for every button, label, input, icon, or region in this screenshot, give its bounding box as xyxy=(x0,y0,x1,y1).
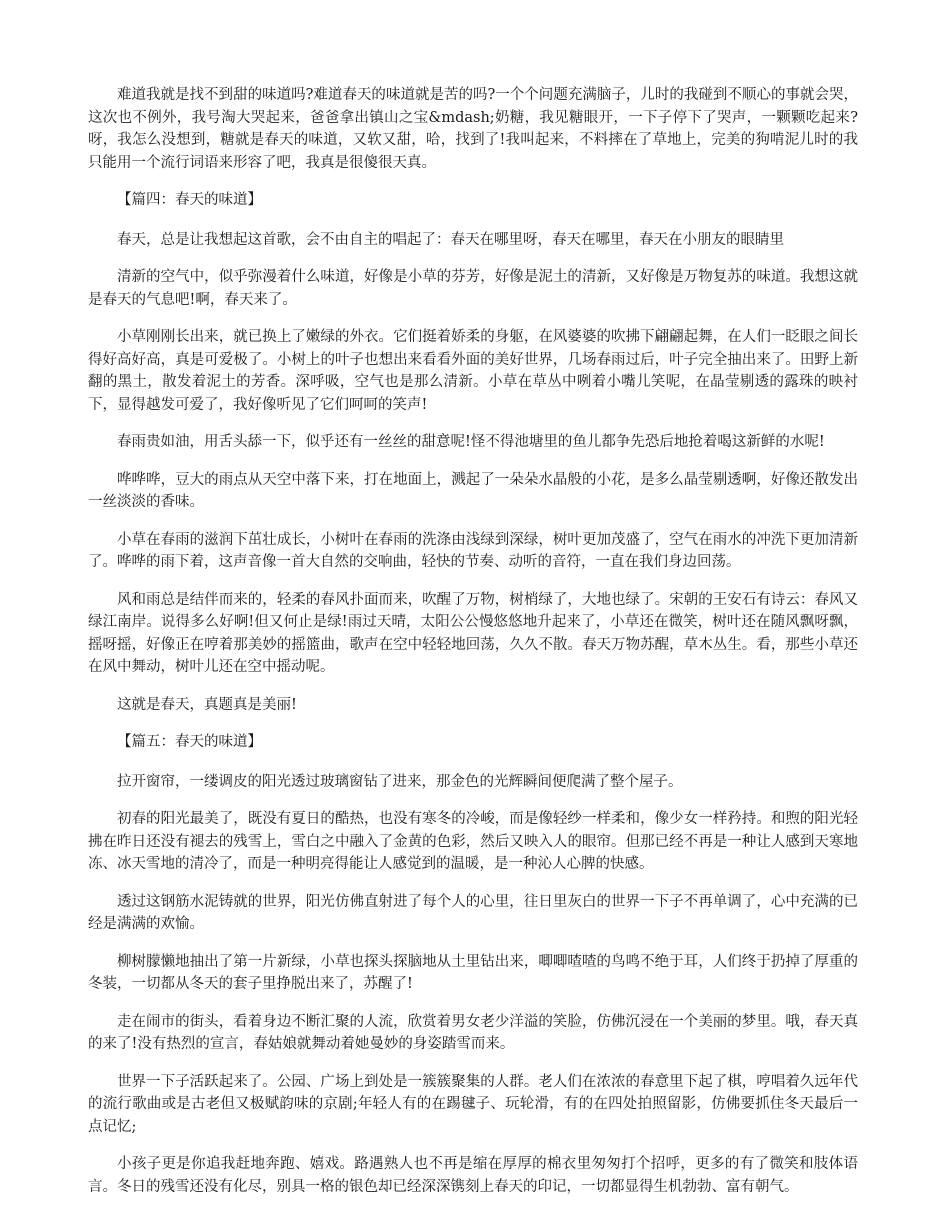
paragraph: 柳树朦懒地抽出了第一片新绿，小草也探头探脑地从土里钻出来，唧唧喳喳的鸟鸣不绝于耳，人们终于扔掉了厚重的冬装，一切都从冬天的套子里挣脱出来了，苏醒了! xyxy=(88,953,858,992)
paragraph: 哗哗哗，豆大的雨点从天空中落下来，打在地面上，溅起了一朵朵水晶般的小花，是多么晶莹剔透啊，好像还散发出一丝淡淡的香味。 xyxy=(88,471,858,510)
paragraph: 难道我就是找不到甜的味道吗?难道春天的味道就是苦的吗?一个个问题充满脑子，儿时的我碰到不顺心的事就会哭，这次也不例外，我号淘大哭起来，爸爸拿出镇山之宝&mdash;奶糖，我见糖眼开，一下子停下了哭声，一颗颗吃起来?呀，我怎么没想到，糖就是春天的味道，又软又甜，哈，找到了!我叫起来，不料摔在了草地上，完美的狗啃泥儿时的我只能用一个流行词语来形容了吧，我真是很傻很天真。 xyxy=(88,87,858,171)
paragraph: 这就是春天，真题真是美丽! xyxy=(117,696,297,713)
paragraph: 世界一下子活跃起来了。公园、广场上到处是一簇簇聚集的人群。老人们在浓浓的春意里下起了棋，哼唱着久远年代的流行歌曲或是古老但又极赋韵味的京剧;年轻人有的在踢毽子、玩轮滑，有的在四处拍照留影，仿佛要抓住冬天最后一点记忆; xyxy=(88,1073,858,1135)
paragraph: 风和雨总是结伴而来的，轻柔的春风扑面而来，吹醒了万物，树梢绿了，大地也绿了。宋朝的王安石有诗云：春风又绿江南岸。说得多么好啊!但又何止是绿!雨过天晴，太阳公公慢悠悠地升起来了，小草还在微笑，树叶还在随风飘呀飘，摇呀摇，好像正在哼着那美妙的摇篮曲，歌声在空中轻轻地回荡，久久不散。春天万物苏醒，草木丛生。看，那些小草还在风中舞动，树叶儿还在空中摇动呢。 xyxy=(88,591,858,675)
paragraph: 小孩子更是你追我赶地奔跑、嬉戏。路遇熟人也不再是缩在厚厚的棉衣里匆匆打个招呼，更多的有了微笑和肢体语言。冬日的残雪还没有化尽，别具一格的银色却已经深深镌刻上春天的印记，一切都显得生机勃勃、富有朝气。 xyxy=(88,1156,858,1195)
paragraph: 初春的阳光最美了，既没有夏日的酷热，也没有寒冬的冷峻，而是像轻纱一样柔和，像少女一样矜持。和煦的阳光轻拂在昨日还没有褪去的残雪上，雪白之中融入了金黄的色彩，然后又映入人的眼帘。但那已经不再是一种让人感到天寒地冻、冰天雪地的清冷了，而是一种明亮得能让人感觉到的温暖，是一种沁人心脾的快感。 xyxy=(88,811,858,872)
paragraph: 拉开窗帘，一缕调皮的阳光透过玻璃窗钻了进来，那金色的光辉瞬间便爬满了整个屋子。 xyxy=(117,773,683,790)
paragraph: 透过这钢筋水泥铸就的世界，阳光仿佛直射进了每个人的心里，往日里灰白的世界一下子不再单调了，心中充满的已经是满满的欢愉。 xyxy=(88,893,858,932)
section-heading: 【篇五：春天的味道】 xyxy=(117,734,262,750)
paragraph: 走在闹市的街头，看着身边不断汇聚的人流，欣赏着男女老少洋溢的笑脸，仿佛沉浸在一个美丽的梦里。哦，春天真的来了!没有热烈的宣言，春姑娘就舞动着她曼妙的身姿踏雪而来。 xyxy=(88,1013,858,1052)
paragraph: 小草在春雨的滋润下茁壮成长，小树叶在春雨的洗涤由浅绿到深绿，树叶更加茂盛了，空气在雨水的冲洗下更加清新了。哗哗的雨下着，这声音像一首大自然的交响曲，轻快的节奏、动听的音符，一直在我们身边回荡。 xyxy=(88,531,858,570)
paragraph: 春雨贵如油，用舌头舔一下，似乎还有一丝丝的甜意呢!怪不得池塘里的鱼儿都争先恐后地抢着喝这新鲜的水呢! xyxy=(117,434,825,450)
article-body xyxy=(88,84,858,1198)
paragraph: 清新的空气中，似乎弥漫着什么味道，好像是小草的芬芳，好像是泥土的清新，又好像是万物复苏的味道。我想这就是春天的气息吧!啊，春天来了。 xyxy=(88,269,858,308)
paragraph: 小草刚刚长出来，就已换上了嫩绿的外衣。它们挺着娇柔的身躯，在风婆婆的吹拂下翩翩起舞，在人们一眨眼之间长得好高好高，真是可爱极了。小树上的叶子也想出来看看外面的美好世界，几场春雨过后，叶子完全抽出来了。田野上新翻的黑土，散发着泥土的芳香。深呼吸，空气也是那么清新。小草在草丛中咧着小嘴儿笑呢，在晶莹剔透的露珠的映衬下，显得越发可爱了，我好像听见了它们呵呵的笑声! xyxy=(88,329,858,413)
paragraph: 春天，总是让我想起这首歌，会不由自主的唱起了：春天在哪里呀，春天在哪里，春天在小朋友的眼睛里 xyxy=(117,231,784,248)
section-heading: 【篇四：春天的味道】 xyxy=(117,192,262,208)
